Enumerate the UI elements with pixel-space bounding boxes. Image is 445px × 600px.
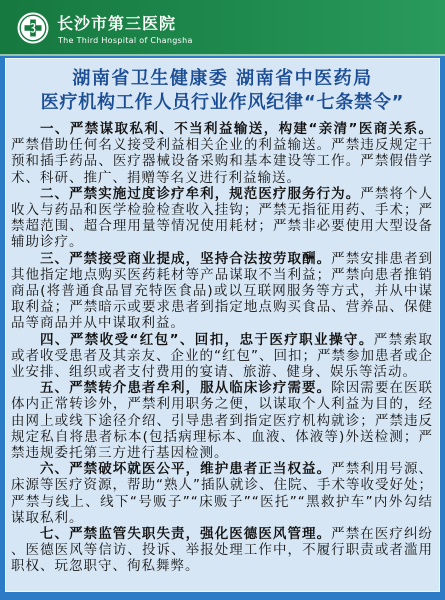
poster-title	[5, 67, 440, 115]
rule-text: 除因需要在医联体内正常转诊外，严禁利用职务之便，以谋取个人利益为目的，经由网上或线下途径介绍、引导患者到指定医疗机构就诊；严禁违反规定私自将患者标本(包括病理标本、血液、体液等)外送检测；严禁违规委托第三方进行基因检测。	[11, 380, 434, 462]
rule-lead: 二、严禁实施过度诊疗牟利，规范医疗服务行为。	[40, 185, 361, 202]
rule-item-7	[11, 526, 433, 575]
rule-lead: 一、严禁谋取私利、不当利益输送，构建“亲清”医商关系。	[40, 121, 433, 137]
rule-item-5	[11, 380, 433, 461]
rule-text: 严禁安排患者到其他指定地点购买医药耗材等产品谋取不当利益；严禁向患者推销商品(将普通食品冒充特医食品)或以互联网服务等方式，并从中谋取利益；严禁暗示或要求患者到指定地点购买食品、营养品、保健品等商品并从中谋取利益。	[11, 250, 434, 332]
rule-text: 严禁在医疗纠纷、医德医风等信访、投诉、举报处理工作中，不履行职责或者滥用职权、玩忽职守、徇私舞弊。	[11, 526, 434, 575]
rules-list	[11, 121, 433, 575]
rule-text: 严禁将个人收入与药品和医学检验检查收入挂钩；严禁无指征用药、手术；严禁超范围、超合理用量等情况使用耗材；严禁非必要使用大型设备辅助诊疗。	[11, 185, 434, 251]
poster-panel	[5, 58, 440, 592]
rule-text: 严禁借助任何名义接受利益相关企业的利益输送。严禁违反规定干预和插手药品、医疗器械设备采购和基本建设等工作。严禁假借学术、科研、推广、捐赠等名义进行利益输送。	[11, 137, 433, 186]
rule-lead: 七、严禁监管失职失责，强化医德医风管理。	[40, 526, 332, 543]
rule-item-4	[11, 332, 433, 381]
rule-item-2	[11, 186, 433, 251]
poster-title-line-2: 医疗机构工作人员行业作风纪律“七条禁令”	[40, 92, 405, 113]
hospital-header	[0, 0, 445, 56]
hospital-name-en: The Third Hospital of Changsha	[58, 36, 193, 45]
rule-lead: 四、严禁收受“红包”、回扣，忠于医疗职业操守。	[40, 331, 374, 348]
hospital-logo-icon	[17, 12, 49, 44]
rule-lead: 五、严禁转介患者牟利，服从临床诊疗需要。	[40, 380, 332, 397]
rule-item-3	[11, 251, 433, 332]
rule-item-1	[11, 121, 433, 186]
rule-lead: 六、严禁破坏就医公平，维护患者正当权益。	[40, 461, 332, 478]
rule-text: 严禁索取或者收受患者及其亲友、企业的“红包”、回扣；严禁参加患者或企业安排、组织或者支付费用的宴请、旅游、健身、娱乐等活动。	[11, 331, 434, 381]
rule-lead: 三、严禁接受商业提成，坚持合法按劳取酬。	[40, 250, 332, 267]
rule-item-6	[11, 461, 433, 526]
rule-text: 严禁利用号源、床源等医疗资源，帮助“熟人”插队就诊、住院、手术等收受好处；严禁与线上、线下“号贩子”“床贩子”“医托”“黑救护车”内外勾结谋取私利。	[11, 461, 434, 526]
poster-title-line-1: 湖南省卫生健康委 湖南省中医药局	[72, 68, 373, 89]
hospital-name: 长沙市第三医院	[57, 14, 177, 33]
